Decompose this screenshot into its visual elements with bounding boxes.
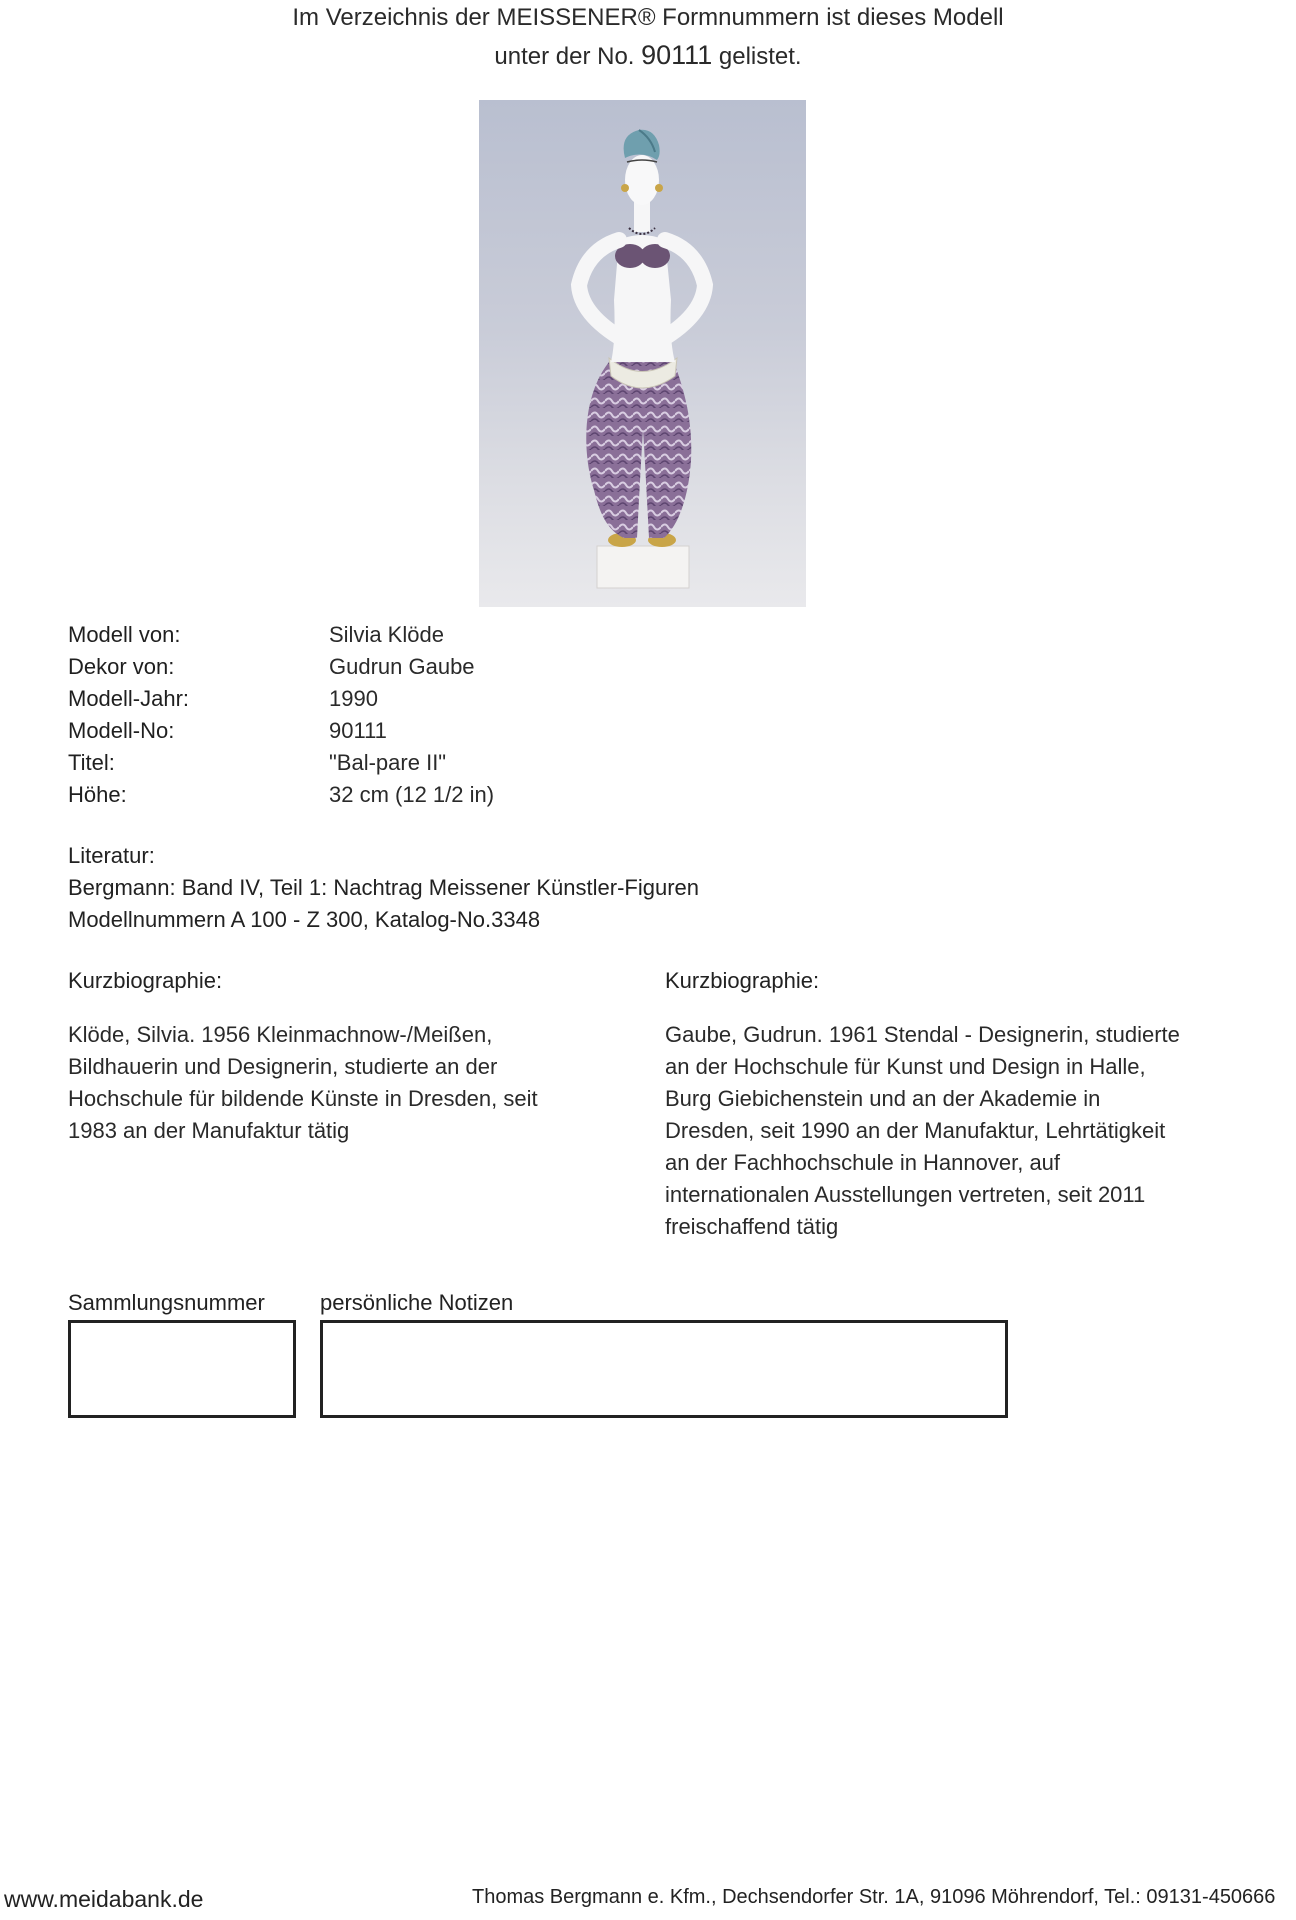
biography-line: Klöde, Silvia. 1956 Kleinmachnow-/Meißen, bbox=[68, 1022, 493, 1047]
detail-row-modell-no bbox=[68, 715, 494, 747]
detail-row-dekor-von bbox=[68, 651, 494, 683]
literature-line: Bergmann: Band IV, Teil 1: Nachtrag Meissener Künstler-Figuren bbox=[68, 875, 699, 900]
biography-line: freischaffend tätig bbox=[665, 1214, 839, 1239]
biography-left bbox=[68, 965, 628, 1147]
detail-label: Dekor von: bbox=[68, 654, 175, 679]
notes-label: persönliche Notizen bbox=[320, 1290, 514, 1315]
biography-line: Dresden, seit 1990 an der Manufaktur, Lehrtätigkeit bbox=[665, 1118, 1166, 1143]
biography-heading: Kurzbiographie: bbox=[68, 968, 223, 993]
detail-label: Titel: bbox=[68, 750, 115, 775]
model-number-highlight: 90111 bbox=[641, 40, 713, 70]
detail-row-modell-jahr bbox=[68, 683, 494, 715]
header-line-1: Im Verzeichnis der MEISSENER® Formnummern ist dieses Modell bbox=[292, 4, 1004, 31]
biography-line: Gaube, Gudrun. 1961 Stendal - Designerin, studierte bbox=[665, 1022, 1180, 1047]
model-details bbox=[68, 619, 494, 811]
detail-label: Höhe: bbox=[68, 782, 127, 807]
detail-value: Gudrun Gaube bbox=[329, 654, 475, 679]
biography-line: Bildhauerin und Designerin, studierte an der bbox=[68, 1054, 498, 1079]
detail-value: "Bal-pare II" bbox=[329, 750, 447, 775]
literature-heading: Literatur: bbox=[68, 843, 155, 868]
header-line-2 bbox=[0, 40, 1296, 71]
biography-heading: Kurzbiographie: bbox=[665, 968, 820, 993]
figurine-head bbox=[625, 155, 659, 205]
biography-line: Burg Giebichenstein und an der Akademie in bbox=[665, 1086, 1101, 1111]
footer-address: Thomas Bergmann e. Kfm., Dechsendorfer Str. 1A, 91096 Möhrendorf, Tel.: 09131-450666 bbox=[472, 1886, 1276, 1908]
header-suffix: gelistet. bbox=[718, 43, 802, 70]
figurine-base bbox=[597, 546, 689, 588]
biography-line: Hochschule für bildende Künste in Dresden, seit bbox=[68, 1086, 538, 1111]
figurine-trousers bbox=[586, 362, 691, 538]
detail-label: Modell von: bbox=[68, 622, 181, 647]
biography-line: internationalen Ausstellungen vertreten, seit 2011 bbox=[665, 1182, 1146, 1207]
product-photo bbox=[479, 100, 806, 607]
literature-line: Modellnummern A 100 - Z 300, Katalog-No.3348 bbox=[68, 907, 541, 932]
biography-line: an der Fachhochschule in Hannover, auf bbox=[665, 1150, 1061, 1175]
literature-section bbox=[68, 840, 699, 936]
collection-number-field[interactable] bbox=[68, 1320, 296, 1418]
detail-label: Modell-Jahr: bbox=[68, 686, 190, 711]
detail-value: 32 cm (12 1/2 in) bbox=[329, 782, 495, 807]
detail-row-hoehe bbox=[68, 779, 494, 811]
biography-line: 1983 an der Manufaktur tätig bbox=[68, 1118, 350, 1143]
biography-line: an der Hochschule für Kunst und Design in Halle, bbox=[665, 1054, 1146, 1079]
detail-value: Silvia Klöde bbox=[329, 622, 444, 647]
detail-value: 90111 bbox=[329, 718, 387, 743]
detail-row-titel bbox=[68, 747, 494, 779]
notes-field[interactable] bbox=[320, 1320, 1008, 1418]
footer-website[interactable]: www.meidabank.de bbox=[4, 1886, 204, 1912]
detail-value: 1990 bbox=[329, 686, 378, 711]
header-prefix: unter der No. bbox=[494, 43, 635, 70]
biography-right bbox=[665, 965, 1265, 1243]
detail-row-modell-von bbox=[68, 619, 494, 651]
figurine-illustration bbox=[479, 100, 806, 607]
collection-number-label: Sammlungsnummer bbox=[68, 1290, 265, 1315]
detail-label: Modell-No: bbox=[68, 718, 175, 743]
